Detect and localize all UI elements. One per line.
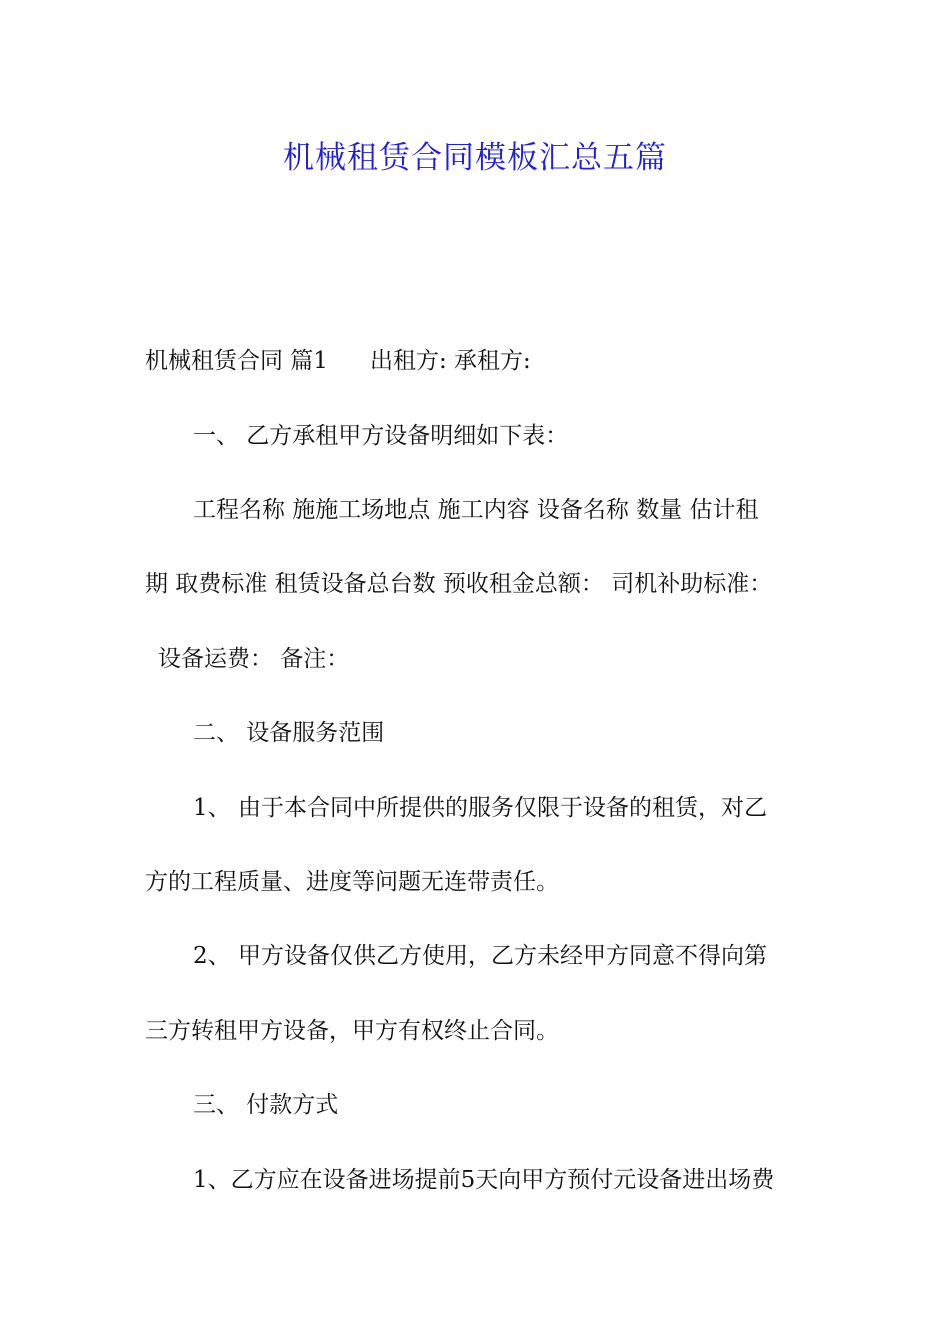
paragraph-line: 三方转租甲方设备，甲方有权终止合同。 [145, 1018, 559, 1044]
document-title: 机械租赁合同模板汇总五篇 [283, 140, 667, 176]
paragraph-line: 2、 甲方设备仅供乙方使用，乙方未经甲方同意不得向第 [193, 943, 767, 969]
paragraph-line: 1、乙方应在设备进场提前5天向甲方预付元设备进出场费 [193, 1167, 775, 1193]
paragraph-line: 期 取费标准 租赁设备总台数 预收租金总额： 司机补助标准： [145, 571, 773, 597]
section-3-heading: 三、 付款方式 [193, 1092, 339, 1118]
contract-heading-line [145, 346, 531, 376]
paragraph-line: 工程名称 施施工场地点 施工内容 设备名称 数量 估计租 [193, 497, 759, 523]
contract-heading: 机械租赁合同 篇1 [145, 348, 328, 374]
paragraph-line: 1、 由于本合同中所提供的服务仅限于设备的租赁，对乙 [193, 795, 767, 821]
paragraph-line: 方的工程质量、进度等问题无连带责任。 [145, 869, 559, 895]
section-1-heading: 一、 乙方承租甲方设备明细如下表： [193, 423, 569, 449]
parties-label: 出租方: 承租方: [369, 348, 531, 374]
section-2-heading: 二、 设备服务范围 [193, 720, 385, 746]
paragraph-line: 设备运费： 备注： [158, 646, 350, 672]
